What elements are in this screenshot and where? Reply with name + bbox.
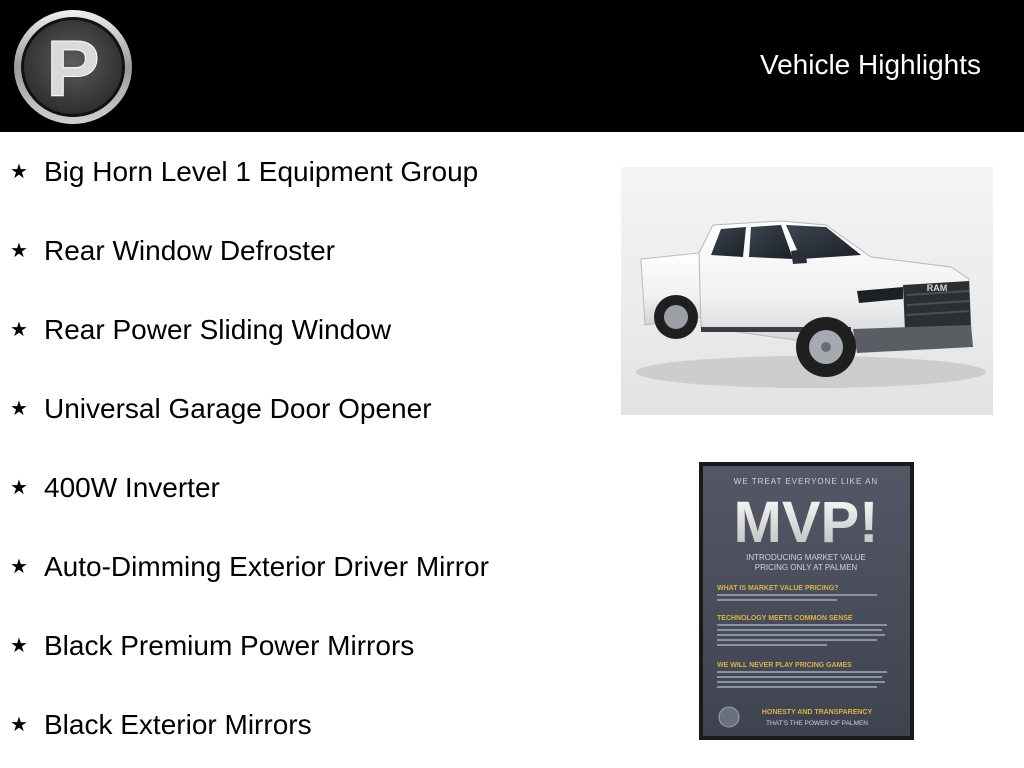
highlight-label: Rear Window Defroster xyxy=(44,235,335,266)
highlight-label: Black Exterior Mirrors xyxy=(44,709,312,740)
star-icon: ★ xyxy=(10,714,28,736)
star-icon: ★ xyxy=(10,398,28,420)
poster-intro-line2: PRICING ONLY AT PALMEN xyxy=(754,563,858,572)
list-item xyxy=(10,389,432,429)
highlights-list xyxy=(0,132,600,768)
highlight-label: Big Horn Level 1 Equipment Group xyxy=(44,156,479,187)
list-item xyxy=(10,626,414,666)
star-icon: ★ xyxy=(10,319,28,341)
list-item xyxy=(10,705,312,745)
list-item xyxy=(10,231,335,271)
star-icon: ★ xyxy=(10,477,28,499)
poster-artwork xyxy=(699,462,914,740)
list-item xyxy=(10,468,220,508)
list-item xyxy=(10,547,489,587)
header-bar xyxy=(0,0,1024,132)
vehicle-photo xyxy=(621,167,993,415)
highlight-label: Auto-Dimming Exterior Driver Mirror xyxy=(44,551,489,582)
highlight-label: 400W Inverter xyxy=(44,472,220,503)
poster-section3-title: WE WILL NEVER PLAY PRICING GAMES xyxy=(717,662,852,669)
list-item xyxy=(10,310,391,350)
poster-section2-title: TECHNOLOGY MEETS COMMON SENSE xyxy=(717,615,853,622)
highlight-label: Universal Garage Door Opener xyxy=(44,393,432,424)
page-title: Vehicle Highlights xyxy=(759,49,981,80)
star-icon: ★ xyxy=(10,161,28,183)
highlight-label: Black Premium Power Mirrors xyxy=(44,630,415,661)
truck-illustration xyxy=(621,167,993,415)
poster-intro-line1: INTRODUCING MARKET VALUE xyxy=(746,553,866,562)
poster-seal-icon xyxy=(719,707,739,727)
highlight-label: Rear Power Sliding Window xyxy=(44,314,392,345)
poster-footer1: HONESTY AND TRANSPARENCY xyxy=(761,709,873,716)
mvp-pricing-poster xyxy=(699,462,914,740)
poster-section1-title: WHAT IS MARKET VALUE PRICING? xyxy=(717,585,839,592)
star-icon: ★ xyxy=(10,635,28,657)
poster-tagline: WE TREAT EVERYONE LIKE AN xyxy=(733,477,879,486)
star-icon: ★ xyxy=(10,556,28,578)
poster-headline: MVP! xyxy=(733,490,879,555)
dealer-logo xyxy=(12,8,134,126)
truck-badge: RAM xyxy=(926,283,948,293)
poster-footer2: THAT'S THE POWER OF PALMEN xyxy=(765,720,869,727)
logo-letter: P xyxy=(46,24,100,113)
list-item xyxy=(10,152,478,192)
star-icon: ★ xyxy=(10,240,28,262)
